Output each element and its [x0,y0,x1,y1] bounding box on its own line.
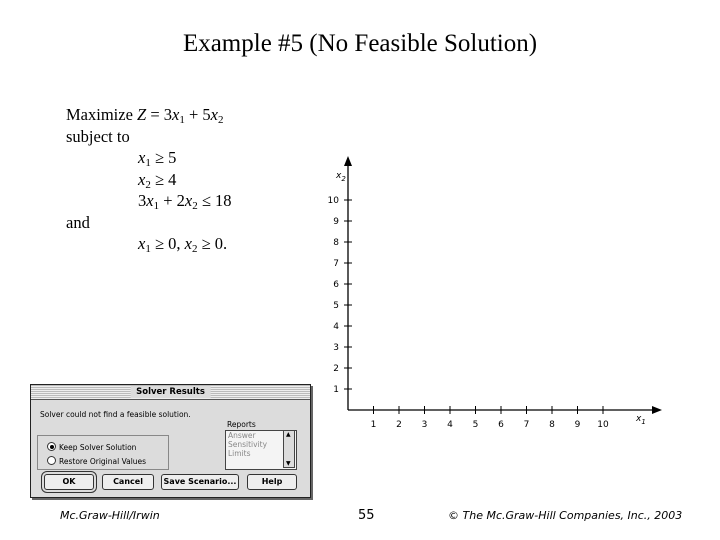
x-tick-label: 7 [523,420,530,430]
radio-restore-label: Restore Original Values [59,457,147,466]
help-button[interactable]: Help [247,474,297,490]
dialog-message: Solver could not find a feasible solution. [40,410,191,419]
save-scenario-button[interactable]: Save Scenario... [161,474,239,490]
x-tick-label: 9 [574,420,581,430]
subject-to-label: subject to [66,126,130,146]
page-number: 55 [358,508,375,523]
radio-selected-icon [47,442,56,451]
constraint-2: $x_2 \ge 4$ [138,169,177,191]
y-tick-label: 5 [333,301,339,311]
radio-restore-values[interactable] [47,456,146,466]
y-tick-label: 2 [333,364,339,374]
report-sensitivity[interactable]: Sensitivity [228,440,268,449]
y-tick-label: 7 [333,259,339,269]
objective-row: Maximize $Z = 3x_1 + 5x_2$ [66,105,224,126]
constraint-1-rhs: ≥ 5 [150,148,177,167]
constraint-2-rhs: ≥ 4 [150,169,177,189]
x-axis-arrow [652,406,662,414]
report-limits[interactable]: Limits [228,449,251,458]
x-tick-label: 1 [370,420,377,430]
obj-coef-1: = 3 [146,105,173,124]
x-axis-label: $x_1$ [636,414,646,426]
radio-keep-solution[interactable] [47,442,136,452]
y-tick-label: 1 [333,385,339,395]
x-tick-label: 2 [396,420,402,430]
y-tick-label: 10 [327,196,339,206]
obj-coef-2: + 5 [184,105,211,124]
nn-part-1: ≥ 0, [150,234,185,253]
y-tick-label: 3 [333,343,339,353]
x-tick-label: 5 [472,420,479,430]
x-tick-label: 6 [498,420,504,430]
maximize-label: Maximize [66,105,133,124]
dialog-title-bar[interactable] [31,385,310,400]
constraint-1: $x_1 \ge 5$ [138,148,177,169]
x-tick-label: 4 [447,420,453,430]
constraint-3: $3x_1 + 2x_2 \le 18$ [138,191,232,212]
y-axis-arrow [344,156,352,166]
nn-part-2: ≥ 0. [197,234,228,253]
radio-unselected-icon [47,456,56,465]
y-axis-label: $x_2$ [336,171,346,183]
constraint-3-coef: 3 [138,191,147,210]
y-tick-label: 6 [333,280,339,290]
constraint-3-mid: + 2 [159,191,185,210]
reports-label: Reports [227,420,256,429]
nonnegativity: $x_1 \ge 0$, $x_2 \ge 0$. [138,234,228,255]
solver-results-dialog [30,384,311,498]
slide-title: Example #5 (No Feasible Solution) [182,30,538,57]
and-label: and [66,212,90,232]
y-tick-label: 9 [333,217,339,227]
z-var: Z [137,105,147,124]
reports-scrollbar[interactable] [283,430,295,468]
radio-keep-label: Keep Solver Solution [59,443,137,452]
x-tick-label: 10 [597,420,609,430]
x-tick-label: 8 [549,420,555,430]
ok-button[interactable]: OK [44,474,94,490]
x-tick-label: 3 [421,420,428,430]
constraint-3-rhs: ≤ 18 [197,191,232,210]
y-tick-label: 4 [333,322,339,332]
footer-publisher: Mc.Graw-Hill/Irwin [60,509,160,522]
dialog-title: Solver Results [130,386,211,398]
report-answer[interactable]: Answer [228,431,256,440]
footer-copyright: © The Mc.Graw-Hill Companies, Inc., 2003 [448,509,683,522]
cancel-button[interactable]: Cancel [102,474,154,490]
y-tick-label: 8 [333,238,339,248]
